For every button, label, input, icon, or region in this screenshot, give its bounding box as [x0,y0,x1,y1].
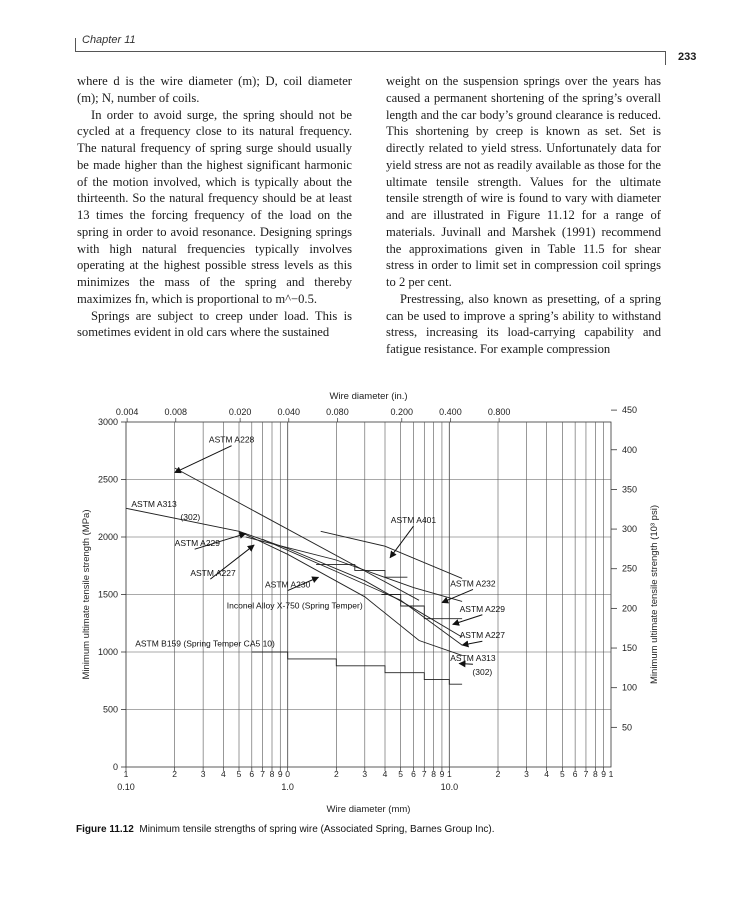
text-column-left [77,73,352,341]
x-minor-tick-label: 9 [277,769,283,779]
x-major-tick-label: 10.0 [440,782,459,792]
y-tick-label: 500 [102,704,118,715]
x2-tick-label: 0.200 [390,407,414,417]
x-minor-tick-label: 9 [601,769,606,779]
annotation-arrow [453,615,483,625]
x-minor-tick-label: 5 [559,769,565,779]
x-minor-tick-label: 7 [583,769,589,779]
header-rule-left-tick [75,38,76,52]
series-line [263,539,463,645]
text-column-right [386,73,661,358]
x-minor-tick-label: 6 [249,769,255,779]
chart-annotation: ASTM A313 [131,499,177,510]
running-header-chapter: Chapter 11 [82,34,136,46]
y2-axis-title: Minimum ultimate tensile strength (10³ psi) [649,505,660,684]
x2-tick-label: 0.800 [487,407,511,417]
x2-tick-label: 0.008 [164,407,188,417]
paragraph: Prestressing, also known as presetting, of a spring can be used to improve a spring’s ability to withstand stress, increasing its load-carrying capability and fatigue resistance. For example compression [386,291,661,356]
x-minor-tick-label: 4 [382,769,388,779]
y2-tick-label: 50 [622,722,633,733]
chart-annotation: ASTM A229 [459,603,506,614]
chart-annotation: ASTM A227 [459,630,506,641]
x-minor-tick-label: 9 [439,769,445,779]
y-tick-label: 2000 [97,532,118,542]
chart-annotation: (302) [472,667,493,677]
x-minor-tick-label: 2 [172,769,178,779]
x-minor-tick-label: 2 [495,769,501,779]
y2-tick-label: 150 [622,643,638,654]
y2-tick-label: 400 [622,444,638,455]
annotation-arrow [442,589,473,602]
x2-tick-label: 0.400 [439,407,462,417]
series-line [252,652,462,684]
x-minor-tick-label: 7 [260,769,265,779]
paragraph: where d is the wire diameter (m); D, coil diameter (m); N, number of coils. [77,74,352,105]
y2-tick-label: 100 [622,682,638,693]
caption-text: Minimum tensile strengths of spring wire (Associated Spring, Barnes Group Inc). [139,824,495,835]
x-minor-tick-label: 8 [592,769,598,779]
y-axis-title: Minimum ultimate tensile strength (MPa) [81,509,92,680]
chart-annotation: ASTM A313 [450,653,496,664]
y-tick-label: 1500 [97,589,118,600]
chart-annotation: ASTM A230 [264,579,311,590]
x-axis-title: Wire diameter (mm) [326,804,411,815]
y2-tick-label: 350 [622,484,638,495]
chart-annotation: ASTM A401 [390,515,437,526]
chart-annotation: ASTM A232 [450,578,496,589]
x2-axis-title: Wire diameter (in.) [329,391,408,402]
x-major-tick-label: 1.0 [281,782,294,792]
paragraph: Springs are subject to creep under load. This is sometimes evident in old cars where the sustained [77,308,352,340]
x2-tick-label: 0.004 [115,407,139,417]
x-minor-tick-label: 0 [285,769,291,779]
x-minor-tick-label: 3 [524,769,529,779]
x-minor-tick-label: 1 [446,769,452,779]
x-minor-tick-label: 4 [220,769,226,779]
paragraph: weight on the suspension springs over the years has caused a permanent shortening of the spring’s overall length and the car body’s ground clearance is reduced. This shortening by creep is known as set. Set is directly related to yield stress. Unfortunately data for yield stress are not as readily available as those for the ultimate tensile strength. Values for the ultimate tensile strength of wire is found to vary with diameter and are illustrated in Figure 11.12 for a range of materials. Juvinall and Marshek (1991) recommend the approximations given in Table 11.5 for shear stress in order to limit set in compression coil springs to 2 per cent. [386,74,661,289]
chart-annotation: ASTM B159 (Spring Temper CA5 10) [135,638,275,649]
header-rule [75,51,665,52]
y2-tick-label: 300 [622,524,638,535]
x2-tick-label: 0.040 [277,407,301,417]
x-minor-tick-label: 8 [269,769,275,779]
x-minor-tick-label: 4 [544,769,550,779]
paragraph: In order to avoid surge, the spring should not be cycled at a frequency close to its natural frequency. The natural frequency of spring surge should usually be made higher than the highest significant harmonic of the motion involved, which is typically about the thirteenth. So the natural frequency should be at least 13 times the forcing frequency of the load on the spring in order to avoid resonance. Designing springs with high natural frequencies typically involves operating at the highest possible stress levels as this minimizes the mass of the spring and thereby maximizes fn, which is proportional to m^−0.5. [77,107,352,306]
series-line [246,537,462,601]
x-minor-tick-label: 2 [333,769,339,779]
x-minor-tick-label: 1 [608,769,614,779]
x-minor-tick-label: 5 [398,769,404,779]
y-tick-label: 0 [112,762,118,772]
x-minor-tick-label: 3 [200,769,206,779]
annotation-arrow [459,664,473,665]
chart-annotation: Inconel Alloy X-750 (Spring Temper) [226,600,363,611]
x-major-tick-label: 0.10 [117,782,135,792]
chart-annotation: ASTM A228 [208,434,255,445]
annotation-arrow [462,641,482,645]
x-minor-tick-label: 7 [421,769,427,779]
chart-annotation: (302) [180,511,201,522]
x-minor-tick-label: 6 [411,769,416,779]
x-minor-tick-label: 3 [362,769,368,779]
y-tick-label: 1000 [97,647,118,657]
x-minor-tick-label: 1 [123,769,129,779]
page-number: 233 [678,51,697,63]
chart-annotation: ASTM A227 [190,568,236,579]
figure-chart [0,385,737,815]
header-rule-right-tick [665,51,666,65]
caption-label: Figure 11.12 [76,824,134,835]
x2-tick-label: 0.080 [326,407,349,417]
y2-tick-label: 200 [622,603,638,614]
figure-caption [76,824,495,835]
x-minor-tick-label: 8 [431,769,437,779]
x-minor-tick-label: 6 [572,769,578,779]
x2-tick-label: 0.020 [228,407,252,417]
y-tick-label: 2500 [97,474,118,485]
x-minor-tick-label: 5 [236,769,242,779]
chart-annotation: ASTM A229 [174,538,221,549]
y2-tick-label: 450 [622,405,638,416]
tensile-strength-chart [0,385,737,815]
y2-tick-label: 250 [622,563,638,574]
y-tick-label: 3000 [97,417,118,427]
